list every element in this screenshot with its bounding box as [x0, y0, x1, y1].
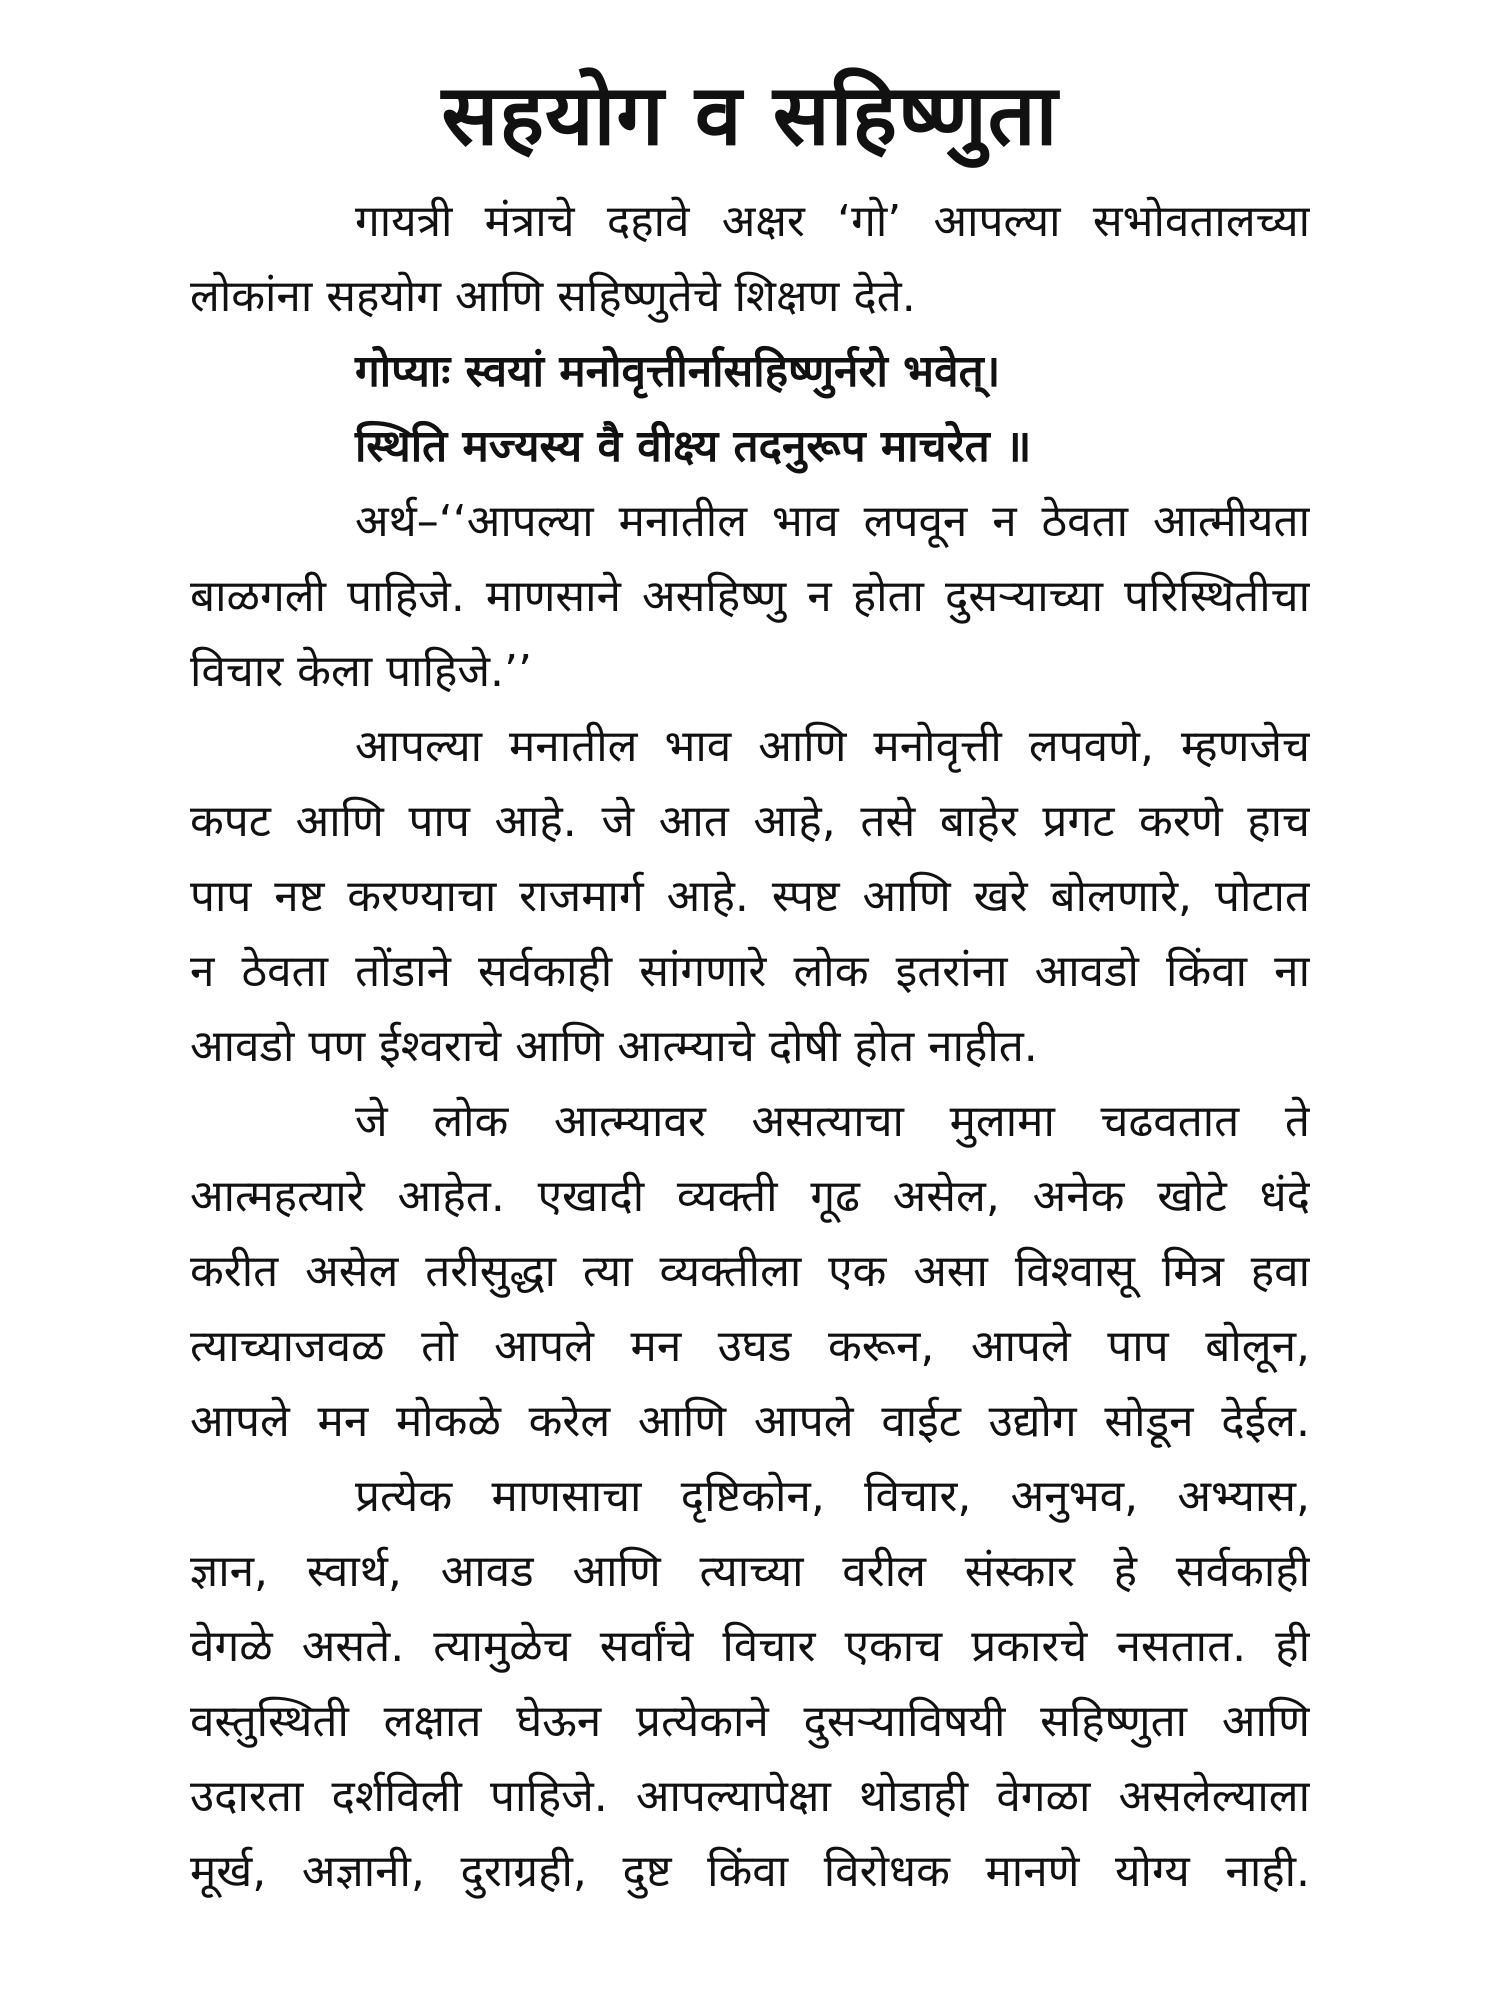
text-line: गायत्री मंत्राचे दहावे अक्षर ‘गो’ आपल्या सभोवतालच्या [355, 196, 1310, 247]
verse-line: गोप्याः स्वयां मनोवृत्तीर्नासहिष्णुर्नरो भवेत्। [355, 346, 1001, 397]
paragraph-meaning [190, 484, 1310, 709]
paragraph-intro [190, 184, 1310, 334]
text-line: विचार केला पाहिजे.’’ [190, 646, 532, 697]
text-line: ज्ञान, स्वार्थ, आवड आणि त्याच्या वरील संस्कार हे सर्वकाही [190, 1546, 1310, 1597]
sanskrit-verse [190, 334, 1310, 484]
text-line: पाप नष्ट करण्याचा राजमार्ग आहे. स्पष्ट आणि खरे बोलणारे, पोटात [190, 871, 1310, 922]
paragraph-body [190, 1084, 1310, 1459]
text-line: वेगळे असते. त्यामुळेच सर्वांचे विचार एकाच प्रकारचे नसतात. ही [190, 1621, 1310, 1672]
document-page [190, 60, 1310, 1909]
text-line: आपले मन मोकळे करेल आणि आपले वाईट उद्योग सोडून देईल. [190, 1396, 1310, 1447]
text-line: न ठेवता तोंडाने सर्वकाही सांगणारे लोक इतरांना आवडो किंवा ना [190, 946, 1310, 997]
text-line: बाळगली पाहिजे. माणसाने असहिष्णु न होता दुसऱ्याच्या परिस्थितीचा [190, 571, 1310, 622]
paragraph-body [190, 709, 1310, 1084]
paragraph-body [190, 1459, 1310, 1909]
text-line: उदारता दर्शविली पाहिजे. आपल्यापेक्षा थोडाही वेगळा असलेल्याला [190, 1771, 1310, 1822]
verse-line: स्थिति मज्यस्य वै वीक्ष्य तदनुरूप माचरेत ॥ [355, 421, 1032, 472]
text-line: वस्तुस्थिती लक्षात घेऊन प्रत्येकाने दुसऱ्याविषयी सहिष्णुता आणि [190, 1696, 1310, 1747]
text-line: कपट आणि पाप आहे. जे आत आहे, तसे बाहेर प्रगट करणे हाच [190, 796, 1310, 847]
text-line: जे लोक आत्म्यावर असत्याचा मुलामा चढवतात ते [355, 1096, 1310, 1147]
text-line: मूर्ख, अज्ञानी, दुराग्रही, दुष्ट किंवा विरोधक मानणे योग्य नाही. [190, 1846, 1310, 1897]
text-line: प्रत्येक माणसाचा दृष्टिकोन, विचार, अनुभव, अभ्यास, [355, 1471, 1310, 1522]
text-line: आपल्या मनातील भाव आणि मनोवृत्ती लपवणे, म्हणजेच [355, 721, 1310, 772]
text-line: लोकांना सहयोग आणि सहिष्णुतेचे शिक्षण देते. [190, 271, 916, 322]
text-line: आत्महत्यारे आहेत. एखादी व्यक्ती गूढ असेल, अनेक खोटे धंदे [190, 1171, 1310, 1222]
text-line: अर्थ–‘‘आपल्या मनातील भाव लपवून न ठेवता आत्मीयता [355, 496, 1310, 547]
text-line: करीत असेल तरीसुद्धा त्या व्यक्तीला एक असा विश्वासू मित्र हवा [190, 1246, 1310, 1297]
text-line: आवडो पण ईश्वराचे आणि आत्म्याचे दोषी होत नाहीत. [190, 1021, 1038, 1072]
page-title: सहयोग व सहिष्णुता [441, 66, 1059, 164]
text-line: त्याच्याजवळ तो आपले मन उघड करून, आपले पाप बोलून, [190, 1321, 1310, 1372]
